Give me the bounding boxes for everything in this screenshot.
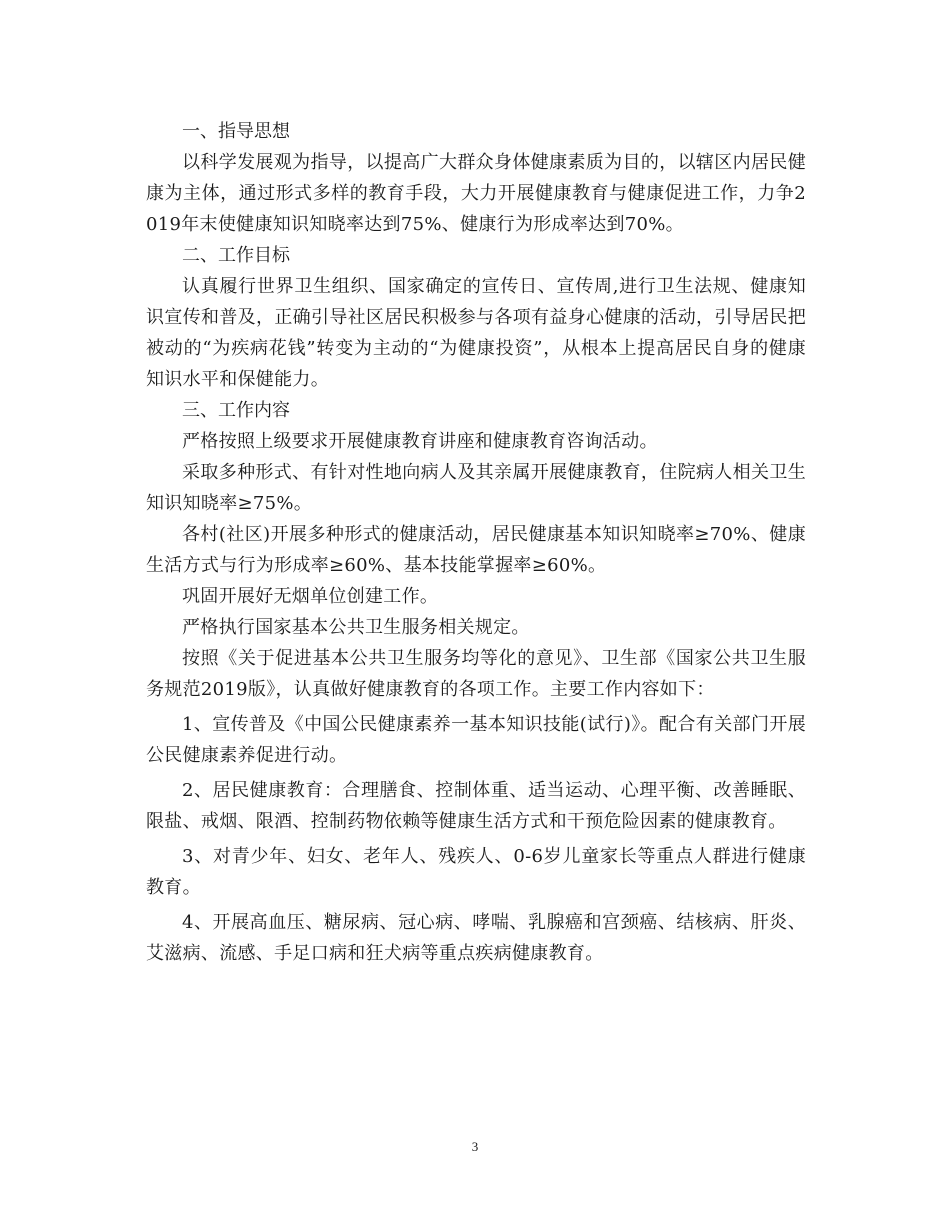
paragraph-patient-education: 采取多种形式、有针对性地向病人及其亲属开展健康教育，住院病人相关卫生知识知晓率≥75%。 [146, 462, 806, 514]
section-heading-work-content: 三、工作内容 [182, 400, 290, 421]
paragraph-service-standard: 按照《关于促进基本公共卫生服务均等化的意见》、卫生部《国家公共卫生服务规范2019版》，认真做好健康教育的各项工作。主要工作内容如下： [146, 648, 806, 700]
page-number: 3 [471, 1139, 479, 1154]
list-item-2: 2、居民健康教育：合理膳食、控制体重、适当运动、心理平衡、改善睡眠、限盐、戒烟、限酒、控制药物依赖等健康生活方式和干预危险因素的健康教育。 [146, 780, 806, 832]
section-heading-guiding-ideology: 一、指导思想 [182, 121, 290, 142]
document-body [146, 116, 806, 969]
list-item-4: 4、开展高血压、糖尿病、冠心病、哮喘、乳腺癌和宫颈癌、结核病、肝炎、艾滋病、流感、手足口病和狂犬病等重点疾病健康教育。 [146, 912, 806, 964]
paragraph-guiding-ideology: 以科学发展观为指导，以提高广大群众身体健康素质为目的，以辖区内居民健康为主体，通过形式多样的教育手段，大力开展健康教育与健康促进工作，力争2019年末使健康知识知晓率达到75%、健康行为形成率达到70%。 [146, 152, 806, 235]
paragraph-work-goals: 认真履行世界卫生组织、国家确定的宣传日、宣传周,进行卫生法规、健康知识宣传和普及，正确引导社区居民积极参与各项有益身心健康的活动，引导居民把被动的“为疾病花钱”转变为主动的“为健康投资”，从根本上提高居民自身的健康知识水平和保健能力。 [146, 276, 806, 390]
section-heading-work-goals: 二、工作目标 [182, 245, 290, 266]
paragraph-lectures: 严格按照上级要求开展健康教育讲座和健康教育咨询活动。 [182, 431, 658, 452]
paragraph-regulations: 严格执行国家基本公共卫生服务相关规定。 [182, 617, 530, 638]
paragraph-smoke-free: 巩固开展好无烟单位创建工作。 [182, 586, 439, 607]
paragraph-community-activities: 各村(社区)开展多种形式的健康活动，居民健康基本知识知晓率≥70%、健康生活方式与行为形成率≥60%、基本技能掌握率≥60%。 [146, 524, 806, 576]
list-item-3: 3、对青少年、妇女、老年人、残疾人、0-6岁儿童家长等重点人群进行健康教育。 [146, 846, 806, 898]
list-item-1: 1、宣传普及《中国公民健康素养一基本知识技能(试行)》。配合有关部门开展公民健康素养促进行动。 [146, 714, 806, 766]
